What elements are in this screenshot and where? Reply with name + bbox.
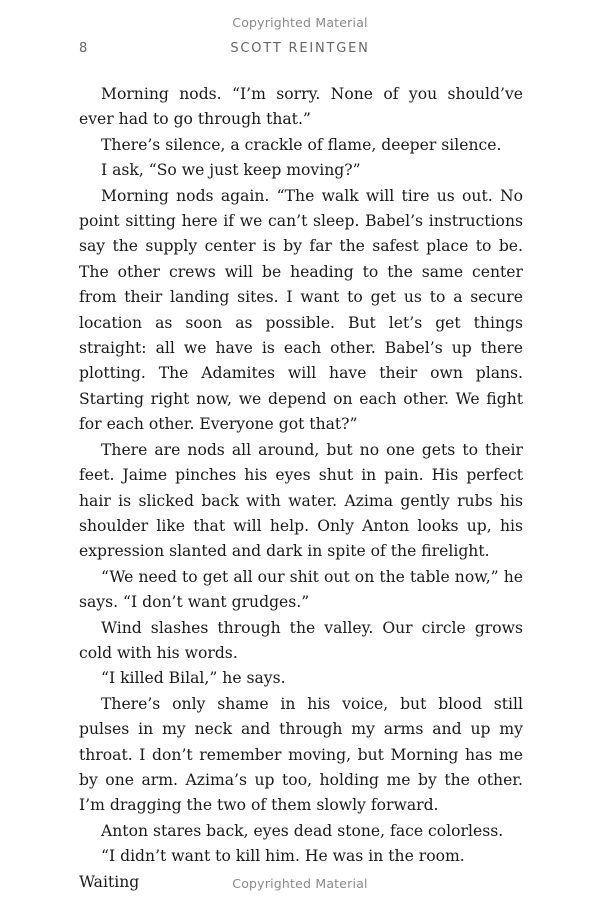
copyright-watermark-top: Copyrighted Material	[232, 15, 368, 30]
paragraph: Morning nods again. “The walk will tire us out. No point sitting here if we can’t sleep. Babel’s instructions say the supply center is by far the safest place to be. The other crews will be heading to the same center from their landing sites. I want to get us to a secure location as soon as possible. But let’s get things straight: all we have is each other. Babel’s up there plotting. The Adamites will have their own plans. Starting right now, we depend on each other. We fight for each other. Everyone got that?”	[79, 186, 523, 434]
body-text	[79, 82, 523, 895]
running-head-author: SCOTT REINTGEN	[230, 41, 370, 56]
copyright-watermark-bottom: Copyrighted Material	[232, 876, 368, 891]
paragraph: “We need to get all our shit out on the table now,” he says. “I don’t want grudges.”	[79, 567, 523, 612]
page-number: 8	[79, 41, 88, 56]
paragraph: There’s only shame in his voice, but blood still pulses in my neck and through my arms and up my throat. I don’t remember moving, but Morning has me by one arm. Azima’s up too, holding me by the other. I’m dragging the two of them slowly forward.	[79, 694, 523, 815]
paragraph: Anton stares back, eyes dead stone, face colorless.	[101, 821, 504, 840]
paragraph: Wind slashes through the valley. Our circle grows cold with his words.	[79, 618, 523, 662]
paragraph: I ask, “So we just keep moving?”	[101, 161, 361, 180]
paragraph-last: “I didn’t want to kill him. He was in the room. Waiting	[79, 847, 465, 891]
paragraph: “I killed Bilal,” he says.	[101, 669, 286, 688]
paragraph: There are nods all around, but no one gets to their feet. Jaime pinches his eyes shut in pain. His perfect hair is slicked back with water. Azima gently rubs his shoulder like that will help. Only Anton looks up, his expression slanted and dark in spite of the firelight.	[79, 440, 523, 561]
paragraph: Morning nods. “I’m sorry. None of you should’ve ever had to go through that.”	[79, 85, 523, 129]
paragraph: There’s silence, a crackle of flame, deeper silence.	[101, 135, 502, 154]
